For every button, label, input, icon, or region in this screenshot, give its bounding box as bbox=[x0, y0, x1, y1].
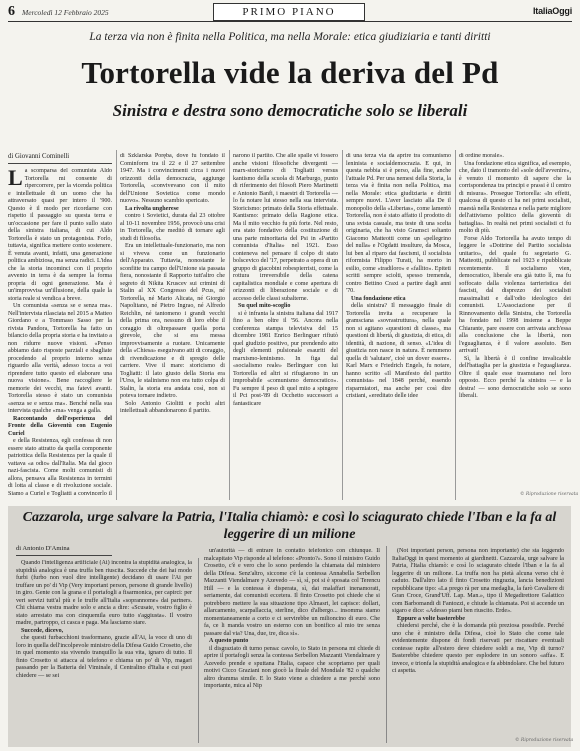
paragraph bbox=[346, 303, 451, 401]
paragraph-text: A questo punto bbox=[209, 638, 249, 644]
subheading bbox=[120, 206, 225, 214]
article-credit: © Riproduzione riservata bbox=[520, 492, 579, 497]
paragraph-text: contro i Sovietici, durata dal 23 ottobre al 10-11 novembre 1956, provocò una crisi in Tortorella, che meditò di tornare agli studi di filosofia. bbox=[120, 213, 225, 242]
subheading bbox=[233, 303, 338, 311]
paragraph bbox=[120, 213, 225, 243]
box-byline: di Antonio D'Amina bbox=[16, 545, 70, 552]
paragraph-text: Sì, la libertà è il confine invalicabile dell'battaglia per la giustizia e l'eguaglianza. Oltre il quale esse trasmutano nel loro opposto. Ecco perché la sinistra — e la destra! — sono democratiche solo se sono liberali. bbox=[459, 355, 571, 399]
paragraph-text: Eppure a volte basterebbe bbox=[397, 615, 465, 622]
subheading bbox=[8, 416, 112, 439]
paragraph-text: Solo Antonio Giolitti e pochi altri intellettuali abbandonarono il partito. bbox=[120, 400, 225, 414]
paragraph bbox=[8, 168, 112, 303]
paragraph-text: Una fondazione etica significa, ad esempio, che, dato il tramonto del «sole dell'avvenire», è venuto il momento di sapere che la corrispondenza tra principi e prassi è il centro di misura». Prosegue Tortorella: «In effetti, qualcosa di questo ci ha nei primi socialisti, maestà nella Resistenza e nella parte migliore dell'attivismo politico della gioventù di battaglia». In realtà nei primi socialisti ci fu molto di più. bbox=[459, 160, 571, 234]
paragraph bbox=[459, 236, 571, 356]
paragraph bbox=[120, 401, 225, 416]
article-subhead: Sinistra e destra sono democratiche solo se liberali bbox=[112, 101, 468, 120]
paragraph-text: chiedersi perché, che è la domanda più preziosa possibile. Perché uno che è ministro della Difesa, cioè lo Stato che come tale evidentemente dispone di fondi riservati per riscattare eventuali contesse rapite all'estero deve chiedere soldi a me, Vip di turno? Basterebbe chiedere questo per esplodere in un sonoro «affa». E invece, e trionfa la stupidità analogica e fa abbindolare. Che bel futuro ci aspetta. bbox=[392, 623, 564, 674]
column-divider bbox=[342, 150, 343, 500]
box-headline: Cazzarola, urge salvare la Patria, l'Italia chiamò: e così lo sciagurato chiede l'Iban e la fa al leggerire di un milione bbox=[22, 510, 557, 542]
paragraph bbox=[8, 438, 112, 498]
paragraph-text: di Szklarska Poręba, dove fu fondato il Cominform tra il 22 e il 27 settembre 1947. Ma i convincimenti circa i nuovi orizzonti della democrazia, aggiunge Tortorella, «convivevano con il mito dell'Unione Sovietica come mondo nuovo». Nessuno scambio spericato. bbox=[120, 153, 225, 204]
paragraph bbox=[204, 646, 380, 691]
drop-cap: L bbox=[8, 168, 23, 190]
box-byline-rule bbox=[16, 555, 112, 556]
page-number: 6 bbox=[8, 4, 15, 19]
column-divider bbox=[455, 150, 456, 500]
paragraph-text: a scomparsa del comunista Aldo Tortorella mi consente di ripercorrere, per la vicenda politica e intellettuale di un uomo che ha attraversato quasi per intero il '900. Questo è il modo per ricordarne con rispetto il passaggio su questa terra e un'occasione per fare il punto sullo stato della sinistra italiana, di cui Aldo Tortorella è stato un protagonista. Forlo, tuttavia, significa mettere conto sostenere. È venuta avanti, infatti, una generazione politica ambiziosa, ma senza radici. L'idea che la storia incominci con il proprio avvento in terra è da sempre la forma propria di ogni generazione. Ma è un'improvvisa un'illusione, della quale la storia reale si vendica a breve. bbox=[8, 168, 112, 302]
article-column-3 bbox=[233, 153, 338, 498]
paragraph bbox=[392, 623, 564, 676]
paragraph-text: Quando l'intelligenza artificiale (Ai) incontra la stupidità analogica, la stupidità analogica è una truffa ben riuscita. Succede che dei hai modo furbi (furbo non vuol dire intelligente) decidano di usare l'Ai per truffare un po' di Vip (Very important person, persone di grande livello) in giro. Gente con la grana e il portafogli a fisarmonica, per capirci: per veri servizi tutt'al più e le truffe all'Italia «soprannome» dai partners. Chi chiama vestra madre solo e ancia a dire: «Scusate, vostro figlio è stato arrestato ma con cinquemila euro tutto s'aggiusta». Il vostro madre, partroppo, ci casca e paga. Ma lasciamo stare. bbox=[16, 560, 192, 626]
header-rule bbox=[8, 21, 572, 22]
paragraph bbox=[204, 548, 380, 638]
paragraph-text: La rivolta ungherese bbox=[125, 205, 179, 212]
subheading bbox=[392, 616, 564, 624]
paragraph-text: il disgraziato di turno pensa: cavolo, io Stato in persona mi chiede di aprire il portafogli senza la contessa Serbellon Mazzanti Viendalmare y Azevedo prende e sputtana l'Italia, capace che scopriamo per quali motivi Cicco Graziani non giocò la finale del Mondiale '82 o qualche altro dramma simile. E lo Stato viene a chiedere a me perché sono importante, mica al Nip bbox=[204, 645, 380, 689]
paragraph-text: si è infranta la sinistra italiana dal 1917 fino a ben oltre il '56. Ancora nella conferenza stampa televisiva del 15 dicembre 1981 Enrico Berlinguer rifiutò quel giudizio positivo, pur prendendo atto degli elementi pulsionale esauriti del marxismo-leninismo. In figa dal «socialismo reale» Berlinguer con lui Tortorella ed altri si rifugiarono in un improbabile «comunismo democratico». Fu sempre il peso di quel mito a spingere il Pci post-'89 di Occhetto successori a fantasticare bbox=[233, 310, 338, 407]
paragraph bbox=[120, 243, 225, 401]
paragraph-text: Forse Aldo Tortorella ha avuto tempo di leggere le «Dottrine del Partito socialista unitario», del quale fu segretario G. Matteotti, pubblicate nel 1923 e ripubblicate recentemente. Il socialismo vien, democratico, liberale era già tutto lì, ma fu soffocato dalla violenza tarrieristica dei fascisti, dal disprezzo dei socialisti massimalisti e dall'odio ideologico dei comunisti. L'Associazione per il Rinnovamento della Sinistra, che Tortorella ha fondato nel 1998 insieme a Beppe Chiarante, pare essere con arrivata anch'essa alla conclusione che la libertà, non l'eguaglianza, è il valore assoluto. Ben arrivati! bbox=[459, 235, 571, 354]
paragraph-text: Una fondazione etica bbox=[351, 295, 406, 302]
subheading bbox=[16, 628, 192, 636]
paragraph bbox=[459, 356, 571, 401]
paragraph bbox=[16, 635, 192, 680]
paragraph bbox=[233, 311, 338, 409]
section-label: PRIMO PIANO bbox=[213, 3, 365, 21]
paragraph bbox=[8, 303, 112, 416]
paragraph-text: che questi furbacchioni trasformano, grazie all'Ai, la voce di uno di loro in quella dell'incolpevole ministro della Difesa Guido Crosetto, che in quel momento sta vivendo tranquillo la sua vita, ignaro di tutto. Il finto Crosetto si attacca al telefono e chiama un po' di Vip, magari passando per la Batteria del Viminale, il Centralino d'Italia e cui puoi chiedere — se sei bbox=[16, 635, 192, 679]
newspaper-logo: ItaliaOggi bbox=[532, 6, 572, 16]
paragraph-text: Su quel mito-scoglio bbox=[238, 303, 291, 309]
subheading bbox=[346, 296, 451, 304]
column-divider bbox=[229, 150, 230, 500]
box-column-2 bbox=[204, 548, 380, 742]
box-column-3 bbox=[392, 548, 564, 734]
paragraph-text: Era un intellettuale-funzionario, ma non si viveva come un funzionario dell'Apparato. Tuttavia, nonostante le sconfitte tra campo dell'Unione sia passata fiera, nonostante il Rapporto tutt'altro che segreto di Nikita Kruscev sui crimini di Stalin al XX Congresso del Pcus, né Tortorella, né Mario Alicata, né Giorgio Napolitano, né Pietro Ingrao, né Alfredo Reichlin, né tantomeno i grandi vecchi della prima ora, nessuno di loro ebbe il coraggio di oltrepassare quella porta girevole, che si era messa improvvisamente a ruotare. Unicamente della «Chiesa» eseguivano atti di coraggio, di rivendicazione e di spregio delle carriere. Vive il mare: storicismo di Togliatti: il lato giusto della Storia era l'Urss, le stalinismo non era tutto colpa di Stalin, la storia era andata così, non si poteva tornare indietro. bbox=[120, 243, 225, 399]
article-column-4 bbox=[346, 153, 451, 498]
box-column-divider bbox=[198, 558, 199, 743]
paragraph bbox=[459, 153, 571, 161]
paragraph bbox=[346, 153, 451, 296]
article-column-1 bbox=[8, 168, 112, 498]
column-divider bbox=[116, 150, 117, 500]
box-column-1 bbox=[16, 560, 192, 742]
paragraph bbox=[16, 560, 192, 628]
article-column-5 bbox=[459, 153, 571, 491]
article-kicker: La terza via non è finita nella Politica, ma nella Morale: etica giudiziaria e tanti diritti bbox=[89, 31, 491, 43]
box-column-divider bbox=[386, 546, 387, 743]
paragraph-text: narono il partito. Che alle spalle vi fossero anche visioni filosofiche divergenti — marx-storicismo di Togliatti versus kantismo della scuola di Marburgo, punto di riferimento dei filosofi Piero Martinetti e Antonio Banfi, i maestri di Tortorella — lo fa notare lui stesso nella sua intervista. Storicismo: primato della Storia effettuale. Kantismo: primato della Ragione etica. Ma il mito vecchio fu più forte. Nel resto, era stato fondativo della costituzione di una parte minoritaria del Psi in «Partito comunista d'Italia» nel 1921. Esso conteneva nel pensare il colpo di stato bolscevico del '17, perpetrato a opera di un gruppo di giacobini robespierristi, come la rottura irreversibile della catena capitalistica mondiale e come apertura di orizzonti di liberazione sociale e di accesso delle classi subalterne. bbox=[233, 153, 338, 302]
box-credit: © Riproduzione riservata bbox=[515, 738, 574, 743]
paragraph-text: della sinistra? Il messaggio finale di Tortorella invita a recuperare la gramsciana «sovrastruttura», nella quale non si agitano «questioni di classe», ma questioni di libertà, di giustizia, di etica, di identità, di nazione, di senso. «L'idea di giustizia non nasce in natura. È nemmeno quella di 'salutare', cioè un dover essere». Karl Marx e Friedrich Engels, fu notare, hanno scritto «Il Manifesto del partito comunista» nel 1848 perché, essendo risparmiatori, ma anche per così dire cristiani, «ereditato delle idee bbox=[346, 303, 451, 399]
byline-rule bbox=[8, 163, 112, 164]
paragraph-text: di ordine morale». bbox=[459, 153, 504, 159]
paragraph-text: Un comunista «senza se e senza ma». Nell'intervista rilasciata nel 2015 a Matteo Giordano e a Tommaso Sasso per la rivista Pandora, Tortorella ha fatto un bilancio della propria storia e ha invitato a non ridurre nuove visioni. «Penso abbiamo dato risposte parziali e sbagliate procedendo al proprio interno senza riguardo alla verità, adesso tocca a voi riprendere tutto questo ed elaborare una nuova visione». Bene raccogliere le memorie dei vecchi, ma fatevi avanti. Tortorella stesso è stato un comunista «senza se e senza ma». Benché nella sua intervista qualche «ma» venga a galla. bbox=[8, 303, 112, 414]
paragraph bbox=[233, 153, 338, 303]
article-headline: Tortorella vide la deriva del Pd bbox=[81, 55, 499, 90]
paragraph-text: e della Resistenza, egli confessa di non essere stato attratto da quella componente patriottica della Resistenza per la quale il vattava «a odio» dall'Italia. Ma dal gioco nazi-fascista. Come molti comunisti di allora, pensava alla Resistenza in termini di lotta al classe e di rivoluzione sociale. Siamo a Curiel e Togliatti a convincerlo il bbox=[8, 438, 112, 497]
subheading bbox=[204, 638, 380, 646]
issue-date: Mercoledì 12 Febbraio 2025 bbox=[22, 8, 109, 17]
article-column-2 bbox=[120, 153, 225, 498]
paragraph-text: un'autorità — di entrare in contatto telefonico con chiunque. Il malcapitato Vip risponde al telefono: «Pronto?». Sono il ministro Guido Crosetto, c'è e vero che lo sono perdendo la chiamata dal ministero della Difesa. Senz'altro, siccome c'è la contessa Annabella Serbellon Mazzanti Viendalmare y Azevedo — sì, sì, poi si è sposata col Terencu Hill — e la contessa è disperata, sì, dai malaffari inenamorati, seriamente, dai comunisti eccetera. Il finto Crosetto poi chiede che si potrebbero mettere la sua situazione tipo Almasri, lei capisce: dollari, allarcamento, scarpallaccia, sterline, dico d'albergo... insomma siamo momentaneamente a corto e ci servirebbe un milioncino di euro. Che fa, ce li manda vostro un esterno con un bonifico al mio tre senza passare dal via? Una, due, tre, dica sì». bbox=[204, 548, 380, 637]
paragraph-text: Succede, dicevo, bbox=[21, 627, 64, 634]
paragraph-text: Raccontando dell'esperienza del Fronte della Gioventù con Eugenio Curiel bbox=[8, 415, 112, 437]
paragraph-text: (Not important person, persona non importante) che sta leggendo ItaliaOggi in quest momento ai giardinetti. Cazzarola, urge salvare la Patria, l'Italia chiamò: e così lo sciagurato chiede l'Iban e la fa al leggerire di un milione. La truffa non ha pietà alcuna verso chi è caduto. Dall'altro lato il finto Crosetto ringrazia, lancia benedizioni repubblicane tipo: «La prego rà per una medaglia, la farò Cavaliere di Gran Croce, Grand'Uff. Lap. Man.», tipo il Megadirettore Galattico com Barbomandi di Fantozzi, e chiude la chiamata. Poi si accende un sigaro e dice: «Adesso piami ben riuscito. Erde». bbox=[392, 548, 564, 614]
paragraph bbox=[459, 161, 571, 236]
paragraph bbox=[392, 548, 564, 616]
paragraph bbox=[120, 153, 225, 206]
paragraph-text: di una terza via da aprire tra comunismo leninista e socialdemocrazia. E qui, in questa nebbia si è perso, alla fine, anche l'attuale Pd. Per una nemesi della Storia, la terza via è finita non nella Politica, ma nella Morale: etica giudiziaria e diritti sempre nuovi. L'aver lasciato alla De il monopolio della «Libertas», come lamentò Tortorella, non è stato affatto il prodotto di una svista casuale, ma teste di una scelta originaria, che ha visto Gramsci soltanto Giacomo Matteotti come un «pellegrino del nulla» e l'Ogdatti insulture, da Mosca, lui ben al riparo dai fascismi, il socialista riformista Filippo Turati, ha morto in esilio, come «tradiloro» e «fallito». Epiteti scritti sempre sciolti, spesso tremenda, contro Bettino Craxi a partire dagli anni '70. bbox=[346, 153, 451, 294]
article-byline: di Giovanni Cominelli bbox=[8, 153, 70, 160]
